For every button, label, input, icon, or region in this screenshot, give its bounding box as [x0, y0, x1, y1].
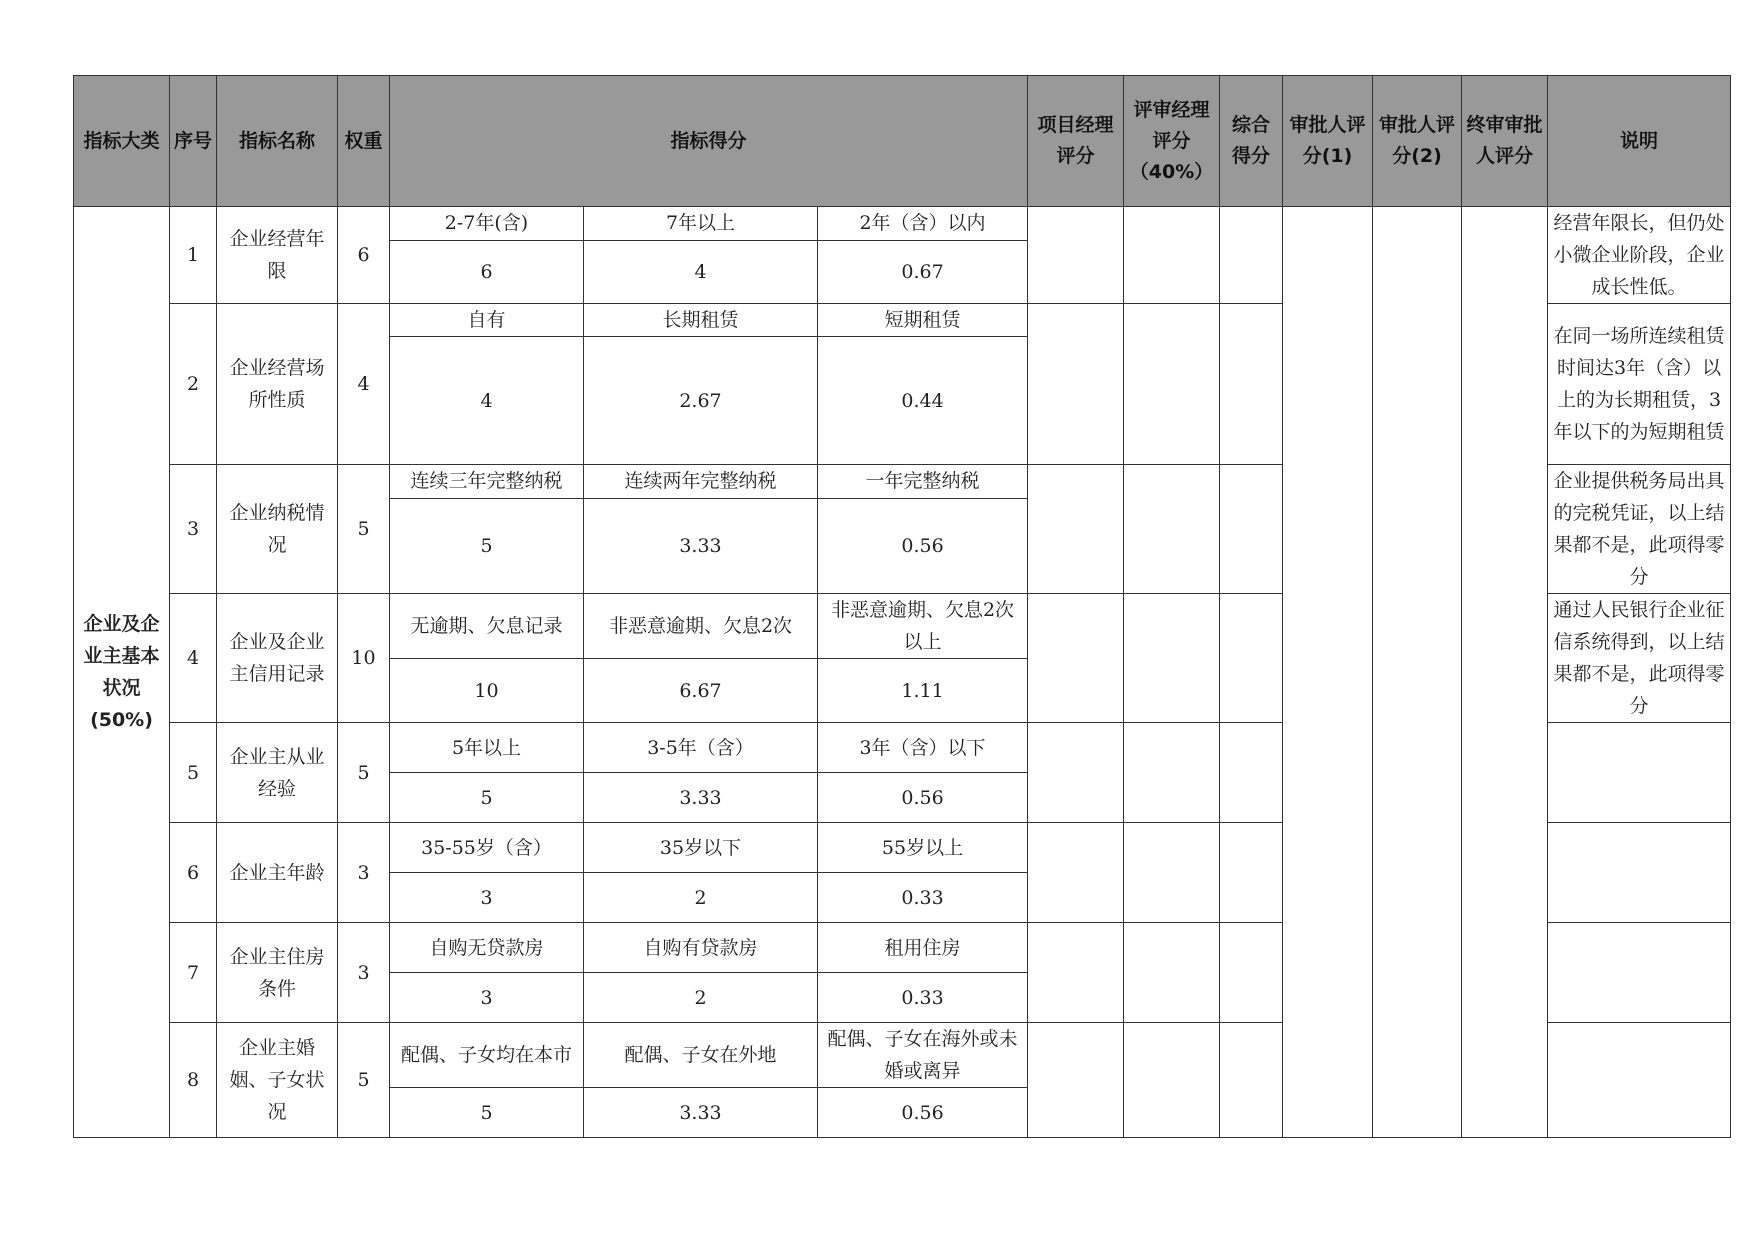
- table-row: [74, 207, 1731, 241]
- total-score-cell: [1220, 207, 1283, 304]
- name-cell: 企业经营年限: [217, 207, 338, 304]
- option-cell: 自购无贷款房: [390, 923, 584, 973]
- reviewer-score-input[interactable]: [1124, 923, 1220, 1023]
- header-approver1: 审批人评分(1): [1283, 76, 1373, 207]
- note-cell: [1548, 823, 1731, 923]
- score-cell: 1.11: [818, 659, 1028, 723]
- score-cell: 3: [390, 973, 584, 1023]
- weight-cell: 3: [338, 923, 390, 1023]
- note-cell: 在同一场所连续租赁时间达3年（含）以上的为长期租赁，3年以下的为短期租赁: [1548, 304, 1731, 465]
- weight-cell: 3: [338, 823, 390, 923]
- reviewer-score-input[interactable]: [1124, 1023, 1220, 1138]
- score-cell: 3: [390, 873, 584, 923]
- total-score-cell: [1220, 823, 1283, 923]
- category-cell: 企业及企业主基本状况(50%): [74, 207, 170, 1138]
- note-cell: [1548, 1023, 1731, 1138]
- pm-score-input[interactable]: [1028, 1023, 1124, 1138]
- weight-cell: 10: [338, 594, 390, 723]
- score-cell: 5: [390, 1088, 584, 1138]
- option-cell: 2-7年(含): [390, 207, 584, 241]
- total-score-cell: [1220, 723, 1283, 823]
- score-cell: 2: [584, 973, 818, 1023]
- weight-cell: 5: [338, 465, 390, 594]
- option-cell: 55岁以上: [818, 823, 1028, 873]
- score-cell: 4: [584, 240, 818, 303]
- name-cell: 企业经营场所性质: [217, 304, 338, 465]
- option-cell: 长期租赁: [584, 304, 818, 337]
- total-score-cell: [1220, 1023, 1283, 1138]
- weight-cell: 5: [338, 1023, 390, 1138]
- score-cell: 0.33: [818, 973, 1028, 1023]
- option-cell: 配偶、子女在外地: [584, 1023, 818, 1088]
- approver1-score-input[interactable]: [1283, 207, 1373, 1138]
- reviewer-score-input[interactable]: [1124, 723, 1220, 823]
- option-cell: 配偶、子女均在本市: [390, 1023, 584, 1088]
- option-cell: 非恶意逾期、欠息2次以上: [818, 594, 1028, 659]
- option-cell: 35-55岁（含）: [390, 823, 584, 873]
- score-cell: 3.33: [584, 1088, 818, 1138]
- score-cell: 0.33: [818, 873, 1028, 923]
- option-cell: 一年完整纳税: [818, 465, 1028, 499]
- header-score: 指标得分: [390, 76, 1028, 207]
- option-cell: 3年（含）以下: [818, 723, 1028, 773]
- weight-cell: 4: [338, 304, 390, 465]
- header-seq: 序号: [170, 76, 217, 207]
- pm-score-input[interactable]: [1028, 723, 1124, 823]
- total-score-cell: [1220, 304, 1283, 465]
- seq-cell: 2: [170, 304, 217, 465]
- note-cell: 经营年限长，但仍处小微企业阶段，企业成长性低。: [1548, 207, 1731, 304]
- score-cell: 0.56: [818, 1088, 1028, 1138]
- header-category: 指标大类: [74, 76, 170, 207]
- reviewer-score-input[interactable]: [1124, 594, 1220, 723]
- seq-cell: 4: [170, 594, 217, 723]
- score-cell: 3.33: [584, 498, 818, 593]
- seq-cell: 5: [170, 723, 217, 823]
- score-cell: 0.56: [818, 773, 1028, 823]
- pm-score-input[interactable]: [1028, 823, 1124, 923]
- pm-score-input[interactable]: [1028, 923, 1124, 1023]
- seq-cell: 6: [170, 823, 217, 923]
- score-cell: 0.67: [818, 240, 1028, 303]
- pm-score-input[interactable]: [1028, 594, 1124, 723]
- option-cell: 配偶、子女在海外或未婚或离异: [818, 1023, 1028, 1088]
- score-cell: 6: [390, 240, 584, 303]
- total-score-cell: [1220, 923, 1283, 1023]
- option-cell: 非恶意逾期、欠息2次: [584, 594, 818, 659]
- total-score-cell: [1220, 594, 1283, 723]
- header-name: 指标名称: [217, 76, 338, 207]
- pm-score-input[interactable]: [1028, 465, 1124, 594]
- score-cell: 5: [390, 773, 584, 823]
- score-cell: 6.67: [584, 659, 818, 723]
- reviewer-score-input[interactable]: [1124, 823, 1220, 923]
- seq-cell: 7: [170, 923, 217, 1023]
- score-cell: 0.44: [818, 337, 1028, 465]
- option-cell: 自购有贷款房: [584, 923, 818, 973]
- name-cell: 企业及企业主信用记录: [217, 594, 338, 723]
- option-cell: 5年以上: [390, 723, 584, 773]
- score-cell: 0.56: [818, 498, 1028, 593]
- score-cell: 2.67: [584, 337, 818, 465]
- header-approver2: 审批人评分(2): [1373, 76, 1462, 207]
- name-cell: 企业主年龄: [217, 823, 338, 923]
- header-note: 说明: [1548, 76, 1731, 207]
- name-cell: 企业主住房条件: [217, 923, 338, 1023]
- total-score-cell: [1220, 465, 1283, 594]
- approver2-score-input[interactable]: [1373, 207, 1462, 1138]
- option-cell: 连续三年完整纳税: [390, 465, 584, 499]
- name-cell: 企业纳税情况: [217, 465, 338, 594]
- name-cell: 企业主婚姻、子女状况: [217, 1023, 338, 1138]
- table-body: [74, 207, 1731, 1138]
- score-cell: 5: [390, 498, 584, 593]
- option-cell: 无逾期、欠息记录: [390, 594, 584, 659]
- option-cell: 自有: [390, 304, 584, 337]
- reviewer-score-input[interactable]: [1124, 465, 1220, 594]
- note-cell: 企业提供税务局出具的完税凭证，以上结果都不是，此项得零分: [1548, 465, 1731, 594]
- header-total: 综合得分: [1220, 76, 1283, 207]
- seq-cell: 3: [170, 465, 217, 594]
- option-cell: 2年（含）以内: [818, 207, 1028, 241]
- score-cell: 4: [390, 337, 584, 465]
- seq-cell: 1: [170, 207, 217, 304]
- reviewer-score-input[interactable]: [1124, 304, 1220, 465]
- reviewer-score-input[interactable]: [1124, 207, 1220, 304]
- header-weight: 权重: [338, 76, 390, 207]
- option-cell: 租用住房: [818, 923, 1028, 973]
- note-cell: [1548, 923, 1731, 1023]
- final-approver-score-input[interactable]: [1462, 207, 1548, 1138]
- header-reviewer-score: 评审经理评分（40%）: [1124, 76, 1220, 207]
- header-final-approver: 终审审批人评分: [1462, 76, 1548, 207]
- note-cell: [1548, 723, 1731, 823]
- pm-score-input[interactable]: [1028, 207, 1124, 304]
- weight-cell: 6: [338, 207, 390, 304]
- option-cell: 35岁以下: [584, 823, 818, 873]
- score-cell: 3.33: [584, 773, 818, 823]
- option-cell: 短期租赁: [818, 304, 1028, 337]
- header-pm-score: 项目经理评分: [1028, 76, 1124, 207]
- score-cell: 10: [390, 659, 584, 723]
- pm-score-input[interactable]: [1028, 304, 1124, 465]
- weight-cell: 5: [338, 723, 390, 823]
- scoring-table: [73, 75, 1731, 1138]
- seq-cell: 8: [170, 1023, 217, 1138]
- option-cell: 7年以上: [584, 207, 818, 241]
- option-cell: 连续两年完整纳税: [584, 465, 818, 499]
- name-cell: 企业主从业经验: [217, 723, 338, 823]
- score-cell: 2: [584, 873, 818, 923]
- note-cell: 通过人民银行企业征信系统得到，以上结果都不是，此项得零分: [1548, 594, 1731, 723]
- option-cell: 3-5年（含）: [584, 723, 818, 773]
